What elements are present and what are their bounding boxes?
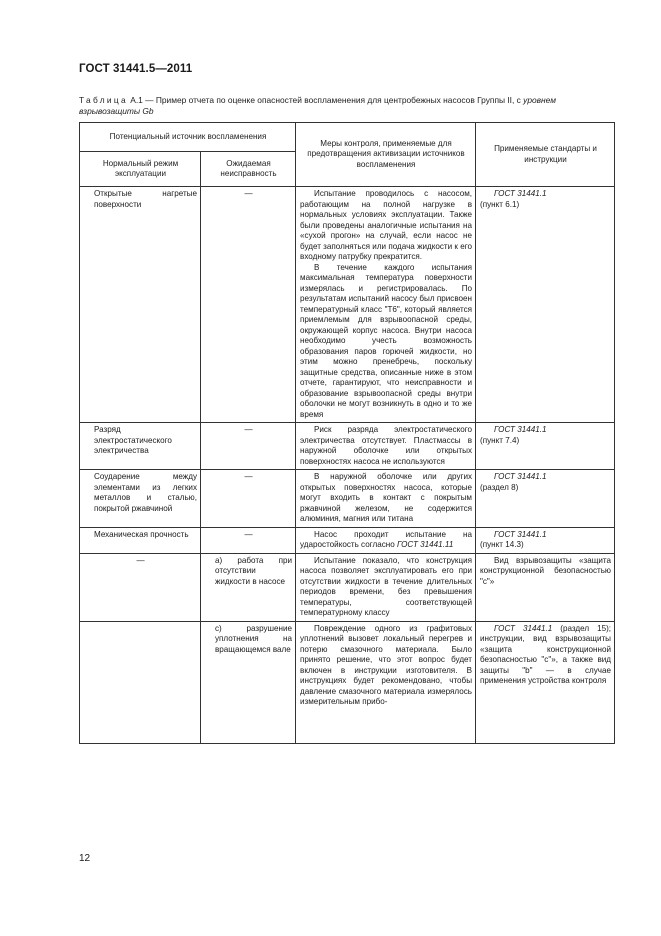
cell-normal: Открытые нагретые поверхности bbox=[80, 187, 201, 423]
cell-standards bbox=[476, 553, 615, 621]
cell-measures bbox=[296, 187, 476, 423]
document-header: ГОСТ 31441.5—2011 bbox=[79, 63, 193, 75]
cell-fault: — bbox=[201, 470, 296, 528]
cell-measures bbox=[296, 553, 476, 621]
cell-standards bbox=[476, 527, 615, 553]
table-row bbox=[80, 553, 615, 621]
cell-fault: а) работа при отсутствии жидкости в насосе bbox=[201, 553, 296, 621]
measure-paragraph: Риск разряда электростатического электричества отсутствует. Пластмассы в наружной оболочке или открытых поверхностях насоса не используются bbox=[300, 425, 473, 466]
header-normal-mode: Нормальный режим эксплуатации bbox=[80, 152, 201, 187]
cell-normal: Механическая прочность bbox=[80, 527, 201, 553]
cell-normal bbox=[80, 621, 201, 743]
cell-measures bbox=[296, 621, 476, 743]
header-standards: Применяемые стандарты и инструкции bbox=[476, 123, 615, 187]
standard-clause: (пункт 14.3) bbox=[480, 540, 524, 549]
measure-paragraph: В течение каждого испытания максимальная температура поверхности измерялась и регистрировалась. По результатам испытаний насосу был присвоен температурный класс "T6", который является приемлемым для взрывоопасной среды, окружающей корпус насоса. Внутри насоса необходимо учесть возможность образования паров горючей жидкости, но этим можно пренебречь, поскольку защитные средства, описанные ниже в этом отчете, гарантируют, что неисправности и образование взрывоопасной среды внутри оболочки не могут возникнуть в одно и то же время bbox=[300, 262, 473, 419]
cell-normal: — bbox=[80, 553, 201, 621]
cell-standards bbox=[476, 423, 615, 470]
standard-clause: (пункт 7.4) bbox=[480, 435, 520, 445]
cell-measures bbox=[296, 527, 476, 553]
ignition-hazard-table bbox=[79, 122, 615, 744]
measure-paragraph: Повреждение одного из графитовых уплотнений вызовет локальный перегрев и потерю смазочного материала. Было принято решение, что этот вопрос будет включен в инструкции изготовителя. В инструкциях будет рекомендовано, чтобы давление смазочного материала измерялось измерительным прибо- bbox=[300, 623, 473, 706]
standard-clause: (пункт 6.1) bbox=[480, 199, 520, 209]
cell-fault: — bbox=[201, 187, 296, 423]
table-row bbox=[80, 423, 615, 470]
caption-text-italic: уровнем взрывозащиты Gb bbox=[79, 95, 556, 117]
table-row bbox=[80, 470, 615, 528]
page-number: 12 bbox=[79, 853, 91, 864]
standard-clause: (раздел 15); инструкции, вид взрывозащиты «защита конструкционной безопасностью "c"», а также вид защиты "b" — в случае применения устройства контроля bbox=[480, 623, 612, 685]
measure-paragraph: Испытание проводилось с насосом, работающим на полной нагрузке в нормальных условиях эксплуатации. Также были проведены аналогичные испытания на «сухой прогон» на случай, если насос не будет заполняться или подача жидкости к его входному патрубку прекратится. bbox=[300, 189, 473, 261]
standard-ref: ГОСТ 31441.1 bbox=[494, 472, 547, 481]
standard-clause: (раздел 8) bbox=[480, 482, 519, 492]
header-potential-source: Потенциальный источник воспламенения bbox=[80, 123, 296, 152]
cell-standards bbox=[476, 470, 615, 528]
cell-measures bbox=[296, 470, 476, 528]
table-row bbox=[80, 187, 615, 423]
caption-text: А.1 — Пример отчета по оценке опасностей воспламенения для центробежных насосов Группы II, с bbox=[130, 95, 521, 105]
cell-standards bbox=[476, 187, 615, 423]
table-caption bbox=[79, 95, 619, 118]
cell-measures bbox=[296, 423, 476, 470]
measure-text: Насос проходит испытание на ударостойкость согласно bbox=[300, 529, 473, 549]
cell-normal: Соударение между элементами из легких металлов и сталью, покрытой ржавчиной bbox=[80, 470, 201, 528]
header-expected-fault: Ожидаемая неисправность bbox=[201, 152, 296, 187]
standard-ref: ГОСТ 31441.1 bbox=[494, 189, 547, 198]
header-control-measures: Меры контроля, применяемые для предотвращения активизации источников воспламенения bbox=[296, 123, 476, 187]
standard-ref-inline: ГОСТ 31441.11 bbox=[396, 540, 454, 549]
cell-normal: Разряд электростатического электричества bbox=[80, 423, 201, 470]
cell-standards bbox=[476, 621, 615, 743]
cell-fault: — bbox=[201, 527, 296, 553]
standard-ref: ГОСТ 31441.1 bbox=[494, 623, 553, 633]
measure-paragraph bbox=[300, 530, 472, 551]
table-row bbox=[80, 621, 615, 743]
standard-ref: ГОСТ 31441.1 bbox=[494, 529, 547, 539]
standard-text bbox=[480, 624, 611, 687]
ignition-hazard-table-wrapper bbox=[79, 122, 614, 744]
cell-fault: с) разрушение уплотнения на вращающемся вале bbox=[201, 621, 296, 743]
standard-ref: ГОСТ 31441.1 bbox=[494, 425, 547, 434]
measure-paragraph: Испытание показало, что конструкция насоса позволяет эксплуатировать его при отсутствии жидкости в течение длительных периодов времени, без превышения температуры, соответствующей температурному классу bbox=[300, 555, 473, 617]
caption-prefix: Таблица bbox=[79, 95, 128, 105]
standard-text: Вид взрывозащиты «защита конструкционной безопасностью "c"» bbox=[480, 555, 612, 586]
table-row bbox=[80, 527, 615, 553]
cell-fault: — bbox=[201, 423, 296, 470]
measure-paragraph: В наружной оболочке или других открытых поверхностях насоса, которые могут входить в контакт с покрытым ржавчиной железом, не содержится алюминия, магния или титана bbox=[300, 472, 473, 523]
